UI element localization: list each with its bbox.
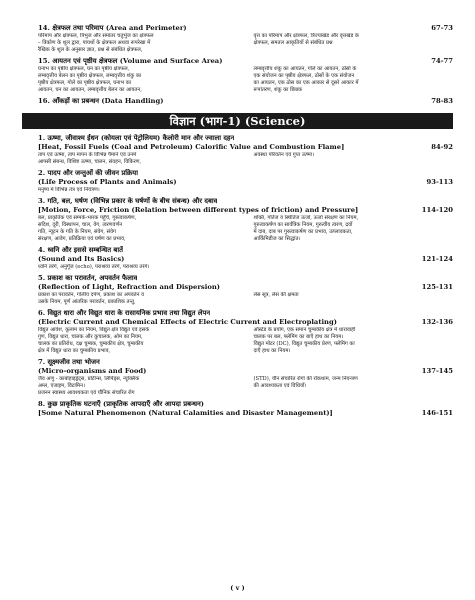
entry-topics	[38, 187, 453, 194]
toc-entry	[38, 57, 453, 97]
toc-entry	[38, 246, 453, 274]
topic-line: (STD), यौन संचारित रोगों की रोकथाम, जन्म नियन्त्रण	[253, 376, 358, 382]
entry-title: 5. प्रकाश का परावर्तन, अपवर्तन फैलाव	[38, 274, 138, 282]
entry-title: 8. कुछ प्राकृतिक घटनाएँ (प्राकृतिक आपदाएँ और आपदा प्रबन्धन)	[38, 400, 205, 408]
toc-entry	[38, 169, 453, 197]
topic-line: बल, प्राकृतिक एवं सम्पर्क-भारक पहुँचे, गुरुत्वाकर्षण,	[38, 215, 137, 221]
entry-title: 3. गति, बल, घर्षण (विभिन्न प्रकार के घर्षणों के बीच संबन्ध) और दबाव	[38, 197, 218, 205]
entry-heading-row	[38, 274, 453, 283]
entry-topics	[38, 215, 453, 243]
topic-line: आपसी संबन्ध, विशिष्ट ऊष्मा, चालन, संवहन, विकिरण,	[38, 159, 142, 165]
entry-topics	[38, 376, 453, 397]
topics-column-right	[246, 152, 454, 166]
topics-column-left	[38, 376, 246, 397]
topic-line: विद्युत आवेश, कूलाम का नियम, विद्युत क्षेत्र विद्युत एवं इसके	[38, 327, 150, 333]
topics-column-right	[246, 187, 454, 194]
entry-title: 4. ध्वनि और इससे सम्बन्धित बातें	[38, 246, 123, 254]
entry-topics	[38, 33, 453, 54]
entry-page-range: 93-113	[426, 178, 453, 186]
entry-subtitle: (Life Process of Plants and Animals)	[38, 178, 177, 186]
entry-title: 6. विद्युत धारा और विद्युत धारा के रासायनिक प्रभाव तथा विद्युत लेपन	[38, 309, 211, 317]
topics-column-right	[246, 215, 454, 243]
topic-line: संरक्षण, आवेग, प्रतिक्रिया एवं घर्षण का प्रभाव,	[38, 236, 126, 242]
topics-column-left	[38, 66, 246, 94]
topic-line: चालक का प्रतिरोध, दक्ष चुम्बक, चुम्बकीय क्षेत्र, चुम्बकीय	[38, 341, 144, 347]
topic-line: की आवश्यकता एवं विधियाँ।	[253, 383, 307, 389]
topic-line: वृत्त का परिमाप और क्षेत्रफल, त्रिज्याखंड और वृत्तखंड के	[253, 33, 359, 39]
topics-column-left	[38, 292, 246, 306]
entry-subtitle: (Micro-organisms and Food)	[38, 367, 147, 375]
entry-title: 14. क्षेत्रफल तथा परिमाप (Area and Perimeter)	[38, 24, 187, 32]
toc-entry	[38, 134, 453, 169]
topic-line: लेंस सूत्र, लेंस की क्षमता	[253, 292, 299, 298]
entry-heading-row	[38, 197, 453, 206]
topic-line: आर्किमिडीज का सिद्धांत।	[253, 236, 301, 242]
topic-line: गति, न्यूटन के गति के नियम, संवेग, संवेग	[38, 229, 116, 235]
entry-heading-row	[38, 309, 453, 318]
topics-column-left	[38, 264, 246, 271]
entry-subtitle: (Electric Current and Chemical Effects of Electric Current and Electroplating)	[38, 318, 337, 326]
toc-entry	[38, 358, 453, 400]
entry-topics	[38, 152, 453, 166]
topic-line: चालक पर बल, फ्लेमिंग का बाएँ हाथ का नियम।	[253, 334, 344, 340]
topic-line: लम्बवृत्तीय शंकु का आयतन, गोले का आयतन, ठोसों के	[253, 66, 357, 72]
entry-page-range: 114-120	[421, 206, 453, 214]
topic-line: लम्बवृत्तीय बेलन का पृष्ठीय क्षेत्रफल, लम्बवृत्तीय शंकु का	[38, 73, 142, 79]
topics-column-left	[38, 152, 246, 166]
topic-line: ध्वनि तरंगें, अनुगूँज (echo), पराश्रव्य तरंगें, पराश्रव्य तरंगें।	[38, 264, 150, 270]
entry-topics	[38, 292, 453, 306]
entry-subtitle: [Some Natural Phenomenon (Natural Calamities and Disaster Management)]	[38, 409, 333, 417]
toc-entry	[38, 24, 453, 57]
topic-line: शक्ति, गतिज व स्थितिज ऊर्जा, ऊर्जा संरक्षण का नियम,	[253, 215, 359, 221]
entry-title: 2. पादप और जन्तुओं की जीवन प्रक्रिया	[38, 169, 138, 177]
entry-subtitle-row	[38, 255, 453, 264]
topic-line: विद्युत मोटर (DC), विद्युत चुम्बकीय प्रेरण, फ्लेमिंग का	[253, 341, 355, 347]
topics-column-right	[246, 376, 454, 397]
entry-heading-row	[38, 57, 453, 66]
entry-subtitle: (Sound and Its Basics)	[38, 255, 125, 263]
entry-heading-row	[38, 134, 453, 143]
topics-column-right	[246, 327, 454, 355]
topics-column-right	[246, 66, 454, 94]
entry-heading-row	[38, 24, 453, 33]
entry-heading-row	[38, 169, 453, 178]
topic-line: का आयतन, एक ठोस का एक आकार से दूसरे आकार में	[253, 80, 359, 86]
topics-column-left	[38, 327, 246, 355]
entry-page-range: 121-124	[421, 255, 453, 263]
topic-line: ऑर्स्टेड के प्रयोग, एक समान चुम्बकीय क्षेत्र में धारावाही	[253, 327, 356, 333]
entry-page-range: 146-151	[421, 409, 453, 417]
entry-heading-row	[38, 400, 453, 409]
science-section	[38, 134, 453, 421]
entry-subtitle-row	[38, 283, 453, 292]
entry-subtitle: [Heat, Fossil Fuels (Coal and Petroleum) Calorific Value and Combustion Flame]	[38, 143, 345, 151]
entry-subtitle-row	[38, 409, 453, 418]
toc-entry	[38, 309, 453, 358]
entry-page-range: 67-73	[431, 24, 453, 32]
entry-topics	[38, 264, 453, 271]
entry-subtitle-row	[38, 367, 453, 376]
toc-entry	[38, 197, 453, 246]
topic-line: रूपांतरण, शंकु का छिन्नक	[253, 87, 303, 93]
entry-subtitle: [Motion, Force, Friction (Relation between different types of friction) and Pressure]	[38, 206, 359, 214]
topic-line: प्रकाश का परावर्तन, गोलीय दर्पण, प्रकाश का अपवर्तन व	[38, 292, 144, 298]
topics-column-left	[38, 215, 246, 243]
toc-entry	[38, 274, 453, 309]
topic-line: ताप एवं ऊष्मा, ताप मापन के विभिन्न पैमाने एवं उनमें	[38, 152, 137, 158]
topic-line: क्षेत्र में विद्युत धारा का चुम्बकीय प्रभाव,	[38, 348, 111, 354]
entry-title: 1. ऊष्मा, जीवाश्म ईंधन (कोयला एवं पेट्रोलियम) कैलोरी मान और ज्वाला दहन	[38, 134, 235, 142]
entry-page-range: 84-92	[431, 143, 453, 151]
toc-entry	[38, 400, 453, 421]
entry-subtitle-row	[38, 318, 453, 327]
page-number: ( v )	[230, 584, 245, 592]
topic-line: दाएँ हाथ का नियम।	[253, 348, 291, 354]
entry-heading-row	[38, 246, 453, 255]
entry-title: 15. आयतन एवं पृष्ठीय क्षेत्रफल (Volume and Surface Area)	[38, 57, 223, 65]
entry-heading-row	[38, 358, 453, 367]
topic-line: गुरुत्वाकर्षण का सार्वत्रिक नियम, गुरुत्वीय त्वरण, द्रवों	[253, 222, 353, 228]
topic-line: प्रजनन स्वास्थ्य आवश्यकता एवं यौनिक संचारित रोग	[38, 390, 135, 396]
entry-topics	[38, 327, 453, 355]
topics-column-left	[38, 33, 246, 54]
topic-line: उसके नियम, पूर्ण आंतरिक परावर्तन, प्रकाशिक तन्तु,	[38, 299, 136, 305]
science-banner: विज्ञान (भाग-1) (Science)	[22, 113, 453, 129]
topic-line: मनुष्य में विभिन्न तंत्र एवं नियंत्रण।	[38, 187, 100, 193]
entry-title: 7. सूक्ष्मजीव तथा भोजन	[38, 358, 100, 366]
toc-entry	[38, 97, 453, 109]
topics-column-left	[38, 187, 246, 194]
topic-line: एक संयोजन का पृष्ठीय क्षेत्रफल, ठोसों के एक संयोजन	[253, 73, 355, 79]
entry-page-range: 137-145	[421, 367, 453, 375]
entry-page-range: 132-136	[421, 318, 453, 326]
topic-line: पृष्ठीय क्षेत्रफल, गोले का पृष्ठीय क्षेत्रफल, घनाभ का	[38, 80, 132, 86]
topic-line: क्षेत्रफल, समतल आकृतियों से संबंधित प्रश्न	[253, 40, 333, 46]
entry-page-range: 78-83	[431, 97, 453, 105]
topic-line: रैखिक के शूल के अनुसार ज्ञात, प्रश्न से संबंधित क्षेत्रफल,	[38, 47, 143, 53]
topics-column-right	[246, 33, 454, 54]
topic-line: आयतन, घन का आयतन, लम्बवृत्तीय बेलन का आयतन,	[38, 87, 142, 93]
topic-line: परिमाप और क्षेत्रफल, त्रिभुज और समांतर चतुर्भुज का क्षेत्रफल	[38, 33, 154, 39]
topics-column-right	[246, 292, 454, 306]
topic-line: में दाब, दाब पर गुरुत्वाकर्षण का प्रभाव, उत्प्लावकता,	[253, 229, 353, 235]
topic-line: गुण, विद्युत धारा, चालक और कुचालक, ओम का नियम,	[38, 334, 143, 340]
entry-heading-row	[38, 97, 453, 106]
entry-subtitle-row	[38, 143, 453, 152]
entry-subtitle-row	[38, 178, 453, 187]
topic-line: – त्रिकोण के शूल द्वारा, पायथों के क्षेत्रफल अथवा रूपरेखा में	[38, 40, 151, 46]
topic-line: अवस्था परिवर्तन एवं गुप्त ऊष्मा।	[253, 152, 314, 158]
entry-title: 16. आँकड़ों का प्रबन्धन (Data Handling)	[38, 97, 164, 105]
topic-line: सदिश, दूरी, विस्थापन, चाल, वेग, त्वरणवर्णन	[38, 222, 123, 228]
entry-page-range: 74-77	[431, 57, 453, 65]
topic-line: अम्ल, एंजाइम, विटामिन।	[38, 383, 85, 389]
topic-line: घनाभ का पृष्ठीय क्षेत्रफल, घन का पृष्ठीय क्षेत्रफल,	[38, 66, 130, 72]
topic-line: जैव अणु - कार्बोहाइड्रेट्स, प्रोटीन्स, लिपिड्स, न्यूक्लिक	[38, 376, 140, 382]
entry-page-range: 125-131	[421, 283, 453, 291]
topics-column-right	[246, 264, 454, 271]
math-section	[38, 24, 453, 109]
entry-subtitle-row	[38, 206, 453, 215]
entry-subtitle: (Reflection of Light, Refraction and Dispersion)	[38, 283, 221, 291]
entry-topics	[38, 66, 453, 94]
